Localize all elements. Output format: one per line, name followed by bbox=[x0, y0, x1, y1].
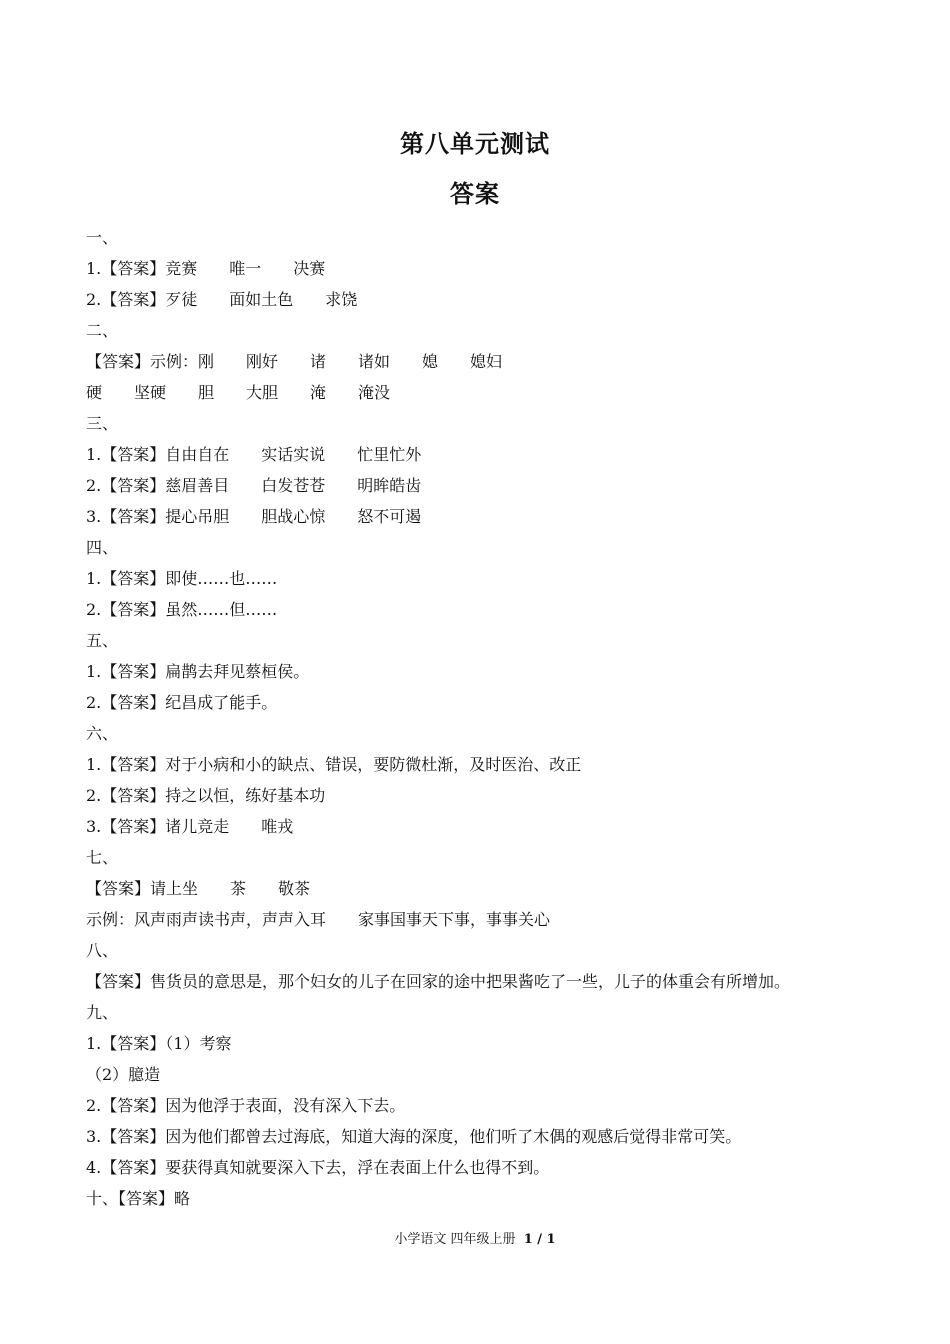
answer-line: 【答案】示例：刚 刚好 诸 诸如 媳 媳妇 bbox=[86, 352, 503, 371]
answer-line: 2.【答案】虽然……但…… bbox=[86, 600, 278, 619]
answer-line: 1.【答案】（1）考察 bbox=[86, 1034, 232, 1053]
answer-line: 3.【答案】提心吊胆 胆战心惊 怒不可遏 bbox=[86, 507, 422, 526]
section-heading: 四、 bbox=[86, 538, 119, 557]
answer-line: 1.【答案】竞赛 唯一 决赛 bbox=[86, 259, 326, 278]
answer-line: 十、【答案】略 bbox=[86, 1189, 191, 1208]
footer-text: 小学语文 四年级上册 bbox=[394, 1232, 516, 1247]
answer-line: 3.【答案】因为他们都曾去过海底，知道大海的深度，他们听了木偶的观感后觉得非常可笑。 bbox=[86, 1127, 742, 1146]
answer-line: 1.【答案】即使……也…… bbox=[86, 569, 278, 588]
answer-line: 2.【答案】持之以恒，练好基本功 bbox=[86, 786, 326, 805]
answer-line: 【答案】请上坐 茶 敬茶 bbox=[86, 879, 311, 898]
answer-line: 1.【答案】对于小病和小的缺点、错误，要防微杜渐，及时医治、改正 bbox=[86, 755, 582, 774]
answer-line: 4.【答案】要获得真知就要深入下去，浮在表面上什么也得不到。 bbox=[86, 1158, 550, 1177]
page-footer bbox=[0, 1228, 950, 1247]
section-heading: 三、 bbox=[86, 414, 119, 433]
answer-line: 1.【答案】扁鹊去拜见蔡桓侯。 bbox=[86, 662, 310, 681]
answer-line: 2.【答案】因为他浮于表面，没有深入下去。 bbox=[86, 1096, 406, 1115]
answer-line: 2.【答案】纪昌成了能手。 bbox=[86, 693, 278, 712]
answer-line: 硬 坚硬 胆 大胆 淹 淹没 bbox=[86, 383, 391, 402]
page-title: 第八单元测试 bbox=[400, 130, 550, 158]
section-heading: 八、 bbox=[86, 941, 119, 960]
answer-line: 1.【答案】自由自在 实话实说 忙里忙外 bbox=[86, 445, 422, 464]
page-subtitle: 答案 bbox=[450, 180, 500, 208]
answer-line: 3.【答案】诸儿竞走 唯戎 bbox=[86, 817, 294, 836]
answer-body bbox=[86, 222, 886, 1214]
answer-line: 示例：风声雨声读书声，声声入耳 家事国事天下事，事事关心 bbox=[86, 910, 551, 929]
answer-line: 2.【答案】歹徒 面如土色 求饶 bbox=[86, 290, 358, 309]
section-heading: 七、 bbox=[86, 848, 119, 867]
page-number: 1 / 1 bbox=[523, 1232, 556, 1247]
section-heading: 二、 bbox=[86, 321, 119, 340]
section-heading: 一、 bbox=[86, 228, 119, 247]
section-heading: 六、 bbox=[86, 724, 119, 743]
answer-line: 2.【答案】慈眉善目 白发苍苍 明眸皓齿 bbox=[86, 476, 422, 495]
section-heading: 五、 bbox=[86, 631, 119, 650]
answer-line: 【答案】售货员的意思是，那个妇女的儿子在回家的途中把果酱吃了一些，儿子的体重会有所增加。 bbox=[86, 972, 791, 991]
answer-line: （2）臆造 bbox=[86, 1065, 161, 1084]
section-heading: 九、 bbox=[86, 1003, 119, 1022]
